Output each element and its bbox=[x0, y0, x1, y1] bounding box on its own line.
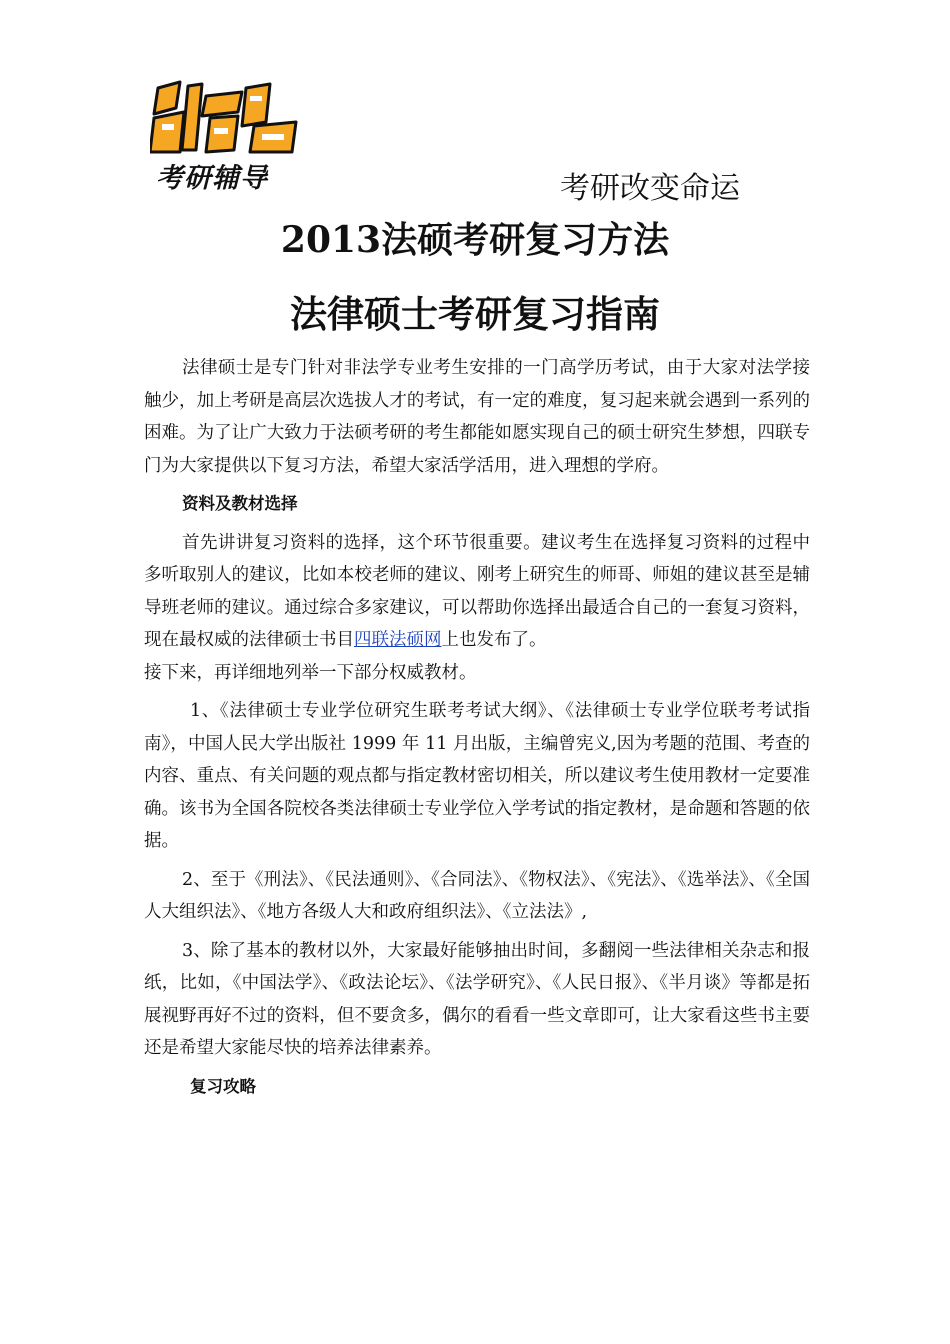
page-title: 2013法硕考研复习方法 bbox=[280, 219, 670, 261]
list-item: 3、除了基本的教材以外，大家最好能够抽出时间，多翻阅一些法律相关杂志和报纸，比如，《中国法学》、《政法论坛》、《法学研究》、《人民日报》、《半月谈》等都是拓展视野再好不过的资料，但不要贪多，偶尔的看看一些文章即可，让大家看这些书主要还是希望大家能尽快的培养法律素养。 bbox=[144, 940, 810, 1058]
page-subtitle: 法律硕士考研复习指南 bbox=[290, 292, 660, 336]
section-heading-materials: 资料及教材选择 bbox=[182, 494, 298, 513]
list-item: 2、至于《刑法》、《民法通则》、《合同法》、《物权法》、《宪法》、《选举法》、《全国人大组织法》、《地方各级人大和政府组织法》、《立法法》, bbox=[144, 869, 810, 922]
logo-subtitle: 考研辅导 bbox=[156, 163, 268, 194]
materials-paragraph bbox=[144, 527, 810, 657]
logo bbox=[150, 78, 300, 198]
document-body bbox=[144, 352, 810, 1103]
section-heading-strategy: 复习攻略 bbox=[190, 1076, 256, 1096]
materials-text: 首先讲讲复习资料的选择，这个环节很重要。建议考生在选择复习资料的过程中多听取别人的建议，比如本校老师的建议、刚考上研究生的师哥、师姐的建议甚至是辅导班老师的建议。通过综合多家建议，可以帮助你选择出最适合自己的一套复习资料，现在最权威的法律硕士书目 bbox=[144, 532, 810, 650]
logo-mark bbox=[150, 78, 300, 156]
slogan: 考研改变命运 bbox=[560, 171, 740, 206]
intro-paragraph: 法律硕士是专门针对非法学专业考生安排的一门高学历考试，由于大家对法学接触少，加上考研是高层次选拔人才的考试，有一定的难度，复习起来就会遇到一系列的困难。为了让广大致力于法硕考研的考生都能如愿实现自己的硕士研究生梦想，四联专门为大家提供以下复习方法，希望大家活学活用，进入理想的学府。 bbox=[144, 358, 810, 476]
silian-link[interactable]: 四联法硕网 bbox=[354, 630, 442, 650]
next-line: 接下来，再详细地列举一下部分权威教材。 bbox=[144, 662, 477, 683]
materials-text-end: 上也发布了。 bbox=[441, 630, 547, 650]
list-item: 1、《法律硕士专业学位研究生联考考试大纲》、《法律硕士专业学位联考考试指南》，中国人民大学出版社 1999 年 11 月出版，主编曾宪义,因为考题的范围、考查的内容、重点、有关问题的观点都与指定教材密切相关，所以建议考生使用教材一定要准确。该书为全国各院校各类法律硕士专业学位入学考试的指定教材，是命题和答题的依据。 bbox=[144, 701, 810, 851]
